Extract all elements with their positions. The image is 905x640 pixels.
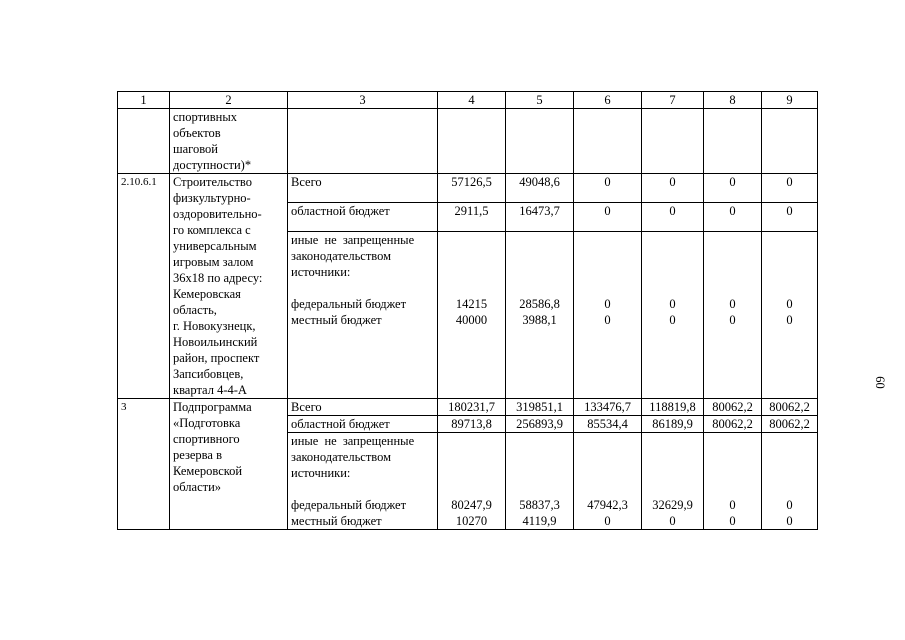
value-cell: 0	[574, 203, 642, 232]
budget-table	[117, 91, 818, 530]
value-cell: 0	[762, 174, 818, 203]
value-cell: 0	[574, 174, 642, 203]
header-cell: 1	[118, 92, 170, 109]
row-3-total	[118, 399, 818, 416]
header-cell: 4	[438, 92, 506, 109]
header-cell: 3	[288, 92, 438, 109]
value-cell: 86189,9	[642, 416, 704, 433]
source-label: иные не запрещенные законодательством источники: федеральный бюджет местный бюджет	[288, 232, 438, 399]
value-cell: 80062,2	[704, 416, 762, 433]
code-cell: 2.10.6.1	[118, 174, 170, 399]
source-label: областной бюджет	[288, 203, 438, 232]
value-cell: 80247,9 10270	[438, 433, 506, 530]
value-cell: 89713,8	[438, 416, 506, 433]
value-cell: 32629,9 0	[642, 433, 704, 530]
value-cell: 0	[704, 203, 762, 232]
code-cell	[118, 109, 170, 174]
value-cell: 80062,2	[762, 399, 818, 416]
value-cell: 80062,2	[704, 399, 762, 416]
value-cell: 0	[704, 174, 762, 203]
continued-row	[118, 109, 818, 174]
header-cell: 7	[642, 92, 704, 109]
value-cell: 0 0	[642, 232, 704, 399]
code-cell: 3	[118, 399, 170, 530]
value-cell: 118819,8	[642, 399, 704, 416]
header-cell: 5	[506, 92, 574, 109]
row-2-10-6-1-total	[118, 174, 818, 203]
source-label: Всего	[288, 399, 438, 416]
name-cell: Строительство физкультурно- оздоровительно- го комплекса с универсальным игровым залом 36x18 по адресу: Кемеровская область, г. Новокузнецк, Новоильинский район, проспект Запсибовцев, квартал 4-4-А	[170, 174, 288, 399]
value-cell: 57126,5	[438, 174, 506, 203]
value-cell: 0 0	[762, 232, 818, 399]
value-cell: 49048,6	[506, 174, 574, 203]
source-label: Всего	[288, 174, 438, 203]
value-cell: 0	[762, 203, 818, 232]
value-cell: 0 0	[574, 232, 642, 399]
value-cell: 47942,3 0	[574, 433, 642, 530]
value-cell: 14215 40000	[438, 232, 506, 399]
header-cell: 6	[574, 92, 642, 109]
value-cell: 2911,5	[438, 203, 506, 232]
value-cell: 16473,7	[506, 203, 574, 232]
source-label: областной бюджет	[288, 416, 438, 433]
page-number: 60	[872, 376, 887, 389]
value-cell: 80062,2	[762, 416, 818, 433]
value-cell: 180231,7	[438, 399, 506, 416]
name-cell: Подпрограмма «Подготовка спортивного резерва в Кемеровской области»	[170, 399, 288, 530]
value-cell: 0 0	[704, 433, 762, 530]
value-cell: 0 0	[762, 433, 818, 530]
header-cell: 2	[170, 92, 288, 109]
value-cell: 85534,4	[574, 416, 642, 433]
name-cell: спортивных объектов шаговой доступности)*	[170, 109, 288, 174]
header-row	[118, 92, 818, 109]
value-cell: 0	[642, 203, 704, 232]
header-cell: 8	[704, 92, 762, 109]
value-cell: 133476,7	[574, 399, 642, 416]
value-cell: 256893,9	[506, 416, 574, 433]
source-label: иные не запрещенные законодательством источники: федеральный бюджет местный бюджет	[288, 433, 438, 530]
value-cell: 58837,3 4119,9	[506, 433, 574, 530]
value-cell: 0	[642, 174, 704, 203]
value-cell: 0 0	[704, 232, 762, 399]
header-cell: 9	[762, 92, 818, 109]
value-cell: 28586,8 3988,1	[506, 232, 574, 399]
value-cell: 319851,1	[506, 399, 574, 416]
